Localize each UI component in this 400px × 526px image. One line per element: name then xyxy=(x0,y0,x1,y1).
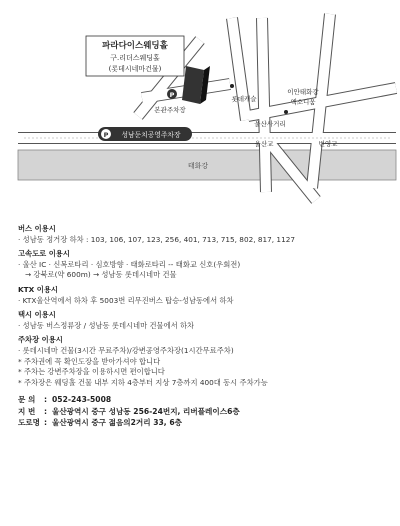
beonyeonggyo-label: 번영교 xyxy=(318,140,338,148)
venue-label xyxy=(86,36,184,76)
location-map xyxy=(0,0,400,218)
section-line: * 주차는 강변주차장을 이용하시면 편이합니다 xyxy=(18,367,165,377)
venue-subtitle-2: (롯데시네마건물) xyxy=(108,65,162,73)
venue-subtitle: 구.리더스웨딩홀 xyxy=(110,54,160,62)
section-line: * 주차장은 웨딩홀 건물 내부 지하 4층부터 지상 7층까지 400대 동시 주차가능 xyxy=(18,377,268,387)
main-parking-label: 본관주차장 xyxy=(154,106,186,114)
contact-row xyxy=(18,394,394,405)
contact-block xyxy=(18,394,394,428)
contact-row xyxy=(18,417,394,428)
section-line: · 울산 IC · 신복로타리 · 심호방향 · 태화로타리 -- 태화교 신호(우회전) xyxy=(18,259,241,269)
contact-value: 울산광역시 중구 젊음의2거리 33, 6층 xyxy=(52,418,182,428)
ulsangyo-label: 울산교 xyxy=(254,140,274,148)
svg-text:P: P xyxy=(169,91,175,99)
section-line: · 성남동 정거장 하차 : 103, 106, 107, 123, 256, 401, 713, 715, 802, 817, 1127 xyxy=(18,234,295,244)
section-line: * 주차권에 꼭 확인도장을 받아가셔야 합니다 xyxy=(18,356,161,366)
section-title: 고속도로 이용시 xyxy=(18,249,70,259)
section-line: · KTX울산역에서 하차 후 5003번 리무진버스 탑승-성남동에서 하차 xyxy=(18,295,234,305)
section-title: 버스 이용시 xyxy=(18,224,56,233)
svg-text:롯데캐슬: 롯데캐슬 xyxy=(231,95,257,103)
directions-panel xyxy=(18,224,394,429)
contact-row xyxy=(18,406,394,417)
contact-sep: : xyxy=(44,418,48,428)
public-parking-label: 성남둔치공영주차장 xyxy=(121,131,181,139)
public-parking-badge xyxy=(98,127,192,141)
contact-sep: : xyxy=(44,395,48,405)
contact-sep: : xyxy=(44,406,48,416)
svg-text:P: P xyxy=(103,131,109,139)
ulsan-sageori-label: 울산사거리 xyxy=(254,120,286,128)
contact-label: 지 번 xyxy=(18,406,36,416)
section-line: · 성남동 버스정류장 / 성남동 롯데시네마 건물에서 하차 xyxy=(18,320,195,330)
svg-text:이안태화강: 이안태화강 xyxy=(287,88,319,96)
section-line: · 롯데시네마 건물(3시간 무료주차)/강변공영주차장(1시간무료주차) xyxy=(18,345,234,355)
contact-label: 문 의 xyxy=(18,395,36,405)
section-title: 택시 이용시 xyxy=(18,310,56,320)
contact-value: 052-243-5008 xyxy=(52,395,112,405)
section-title: 주차장 이용시 xyxy=(18,335,63,345)
contact-value: 울산광역시 중구 성남동 256-24번지, 리버플레이스6층 xyxy=(52,406,240,416)
directions-sections xyxy=(18,224,394,388)
river-label: 태화강 xyxy=(187,162,209,170)
section-line: → 강북로(약 600m) → 성남동 롯데시네마 건물 xyxy=(25,270,177,280)
venue-title: 파라다이스웨딩홀 xyxy=(102,41,168,51)
svg-text:엑소디움: 엑소디움 xyxy=(290,98,316,106)
section-title: KTX 이용시 xyxy=(18,284,58,294)
contact-label: 도로명 xyxy=(18,418,41,428)
